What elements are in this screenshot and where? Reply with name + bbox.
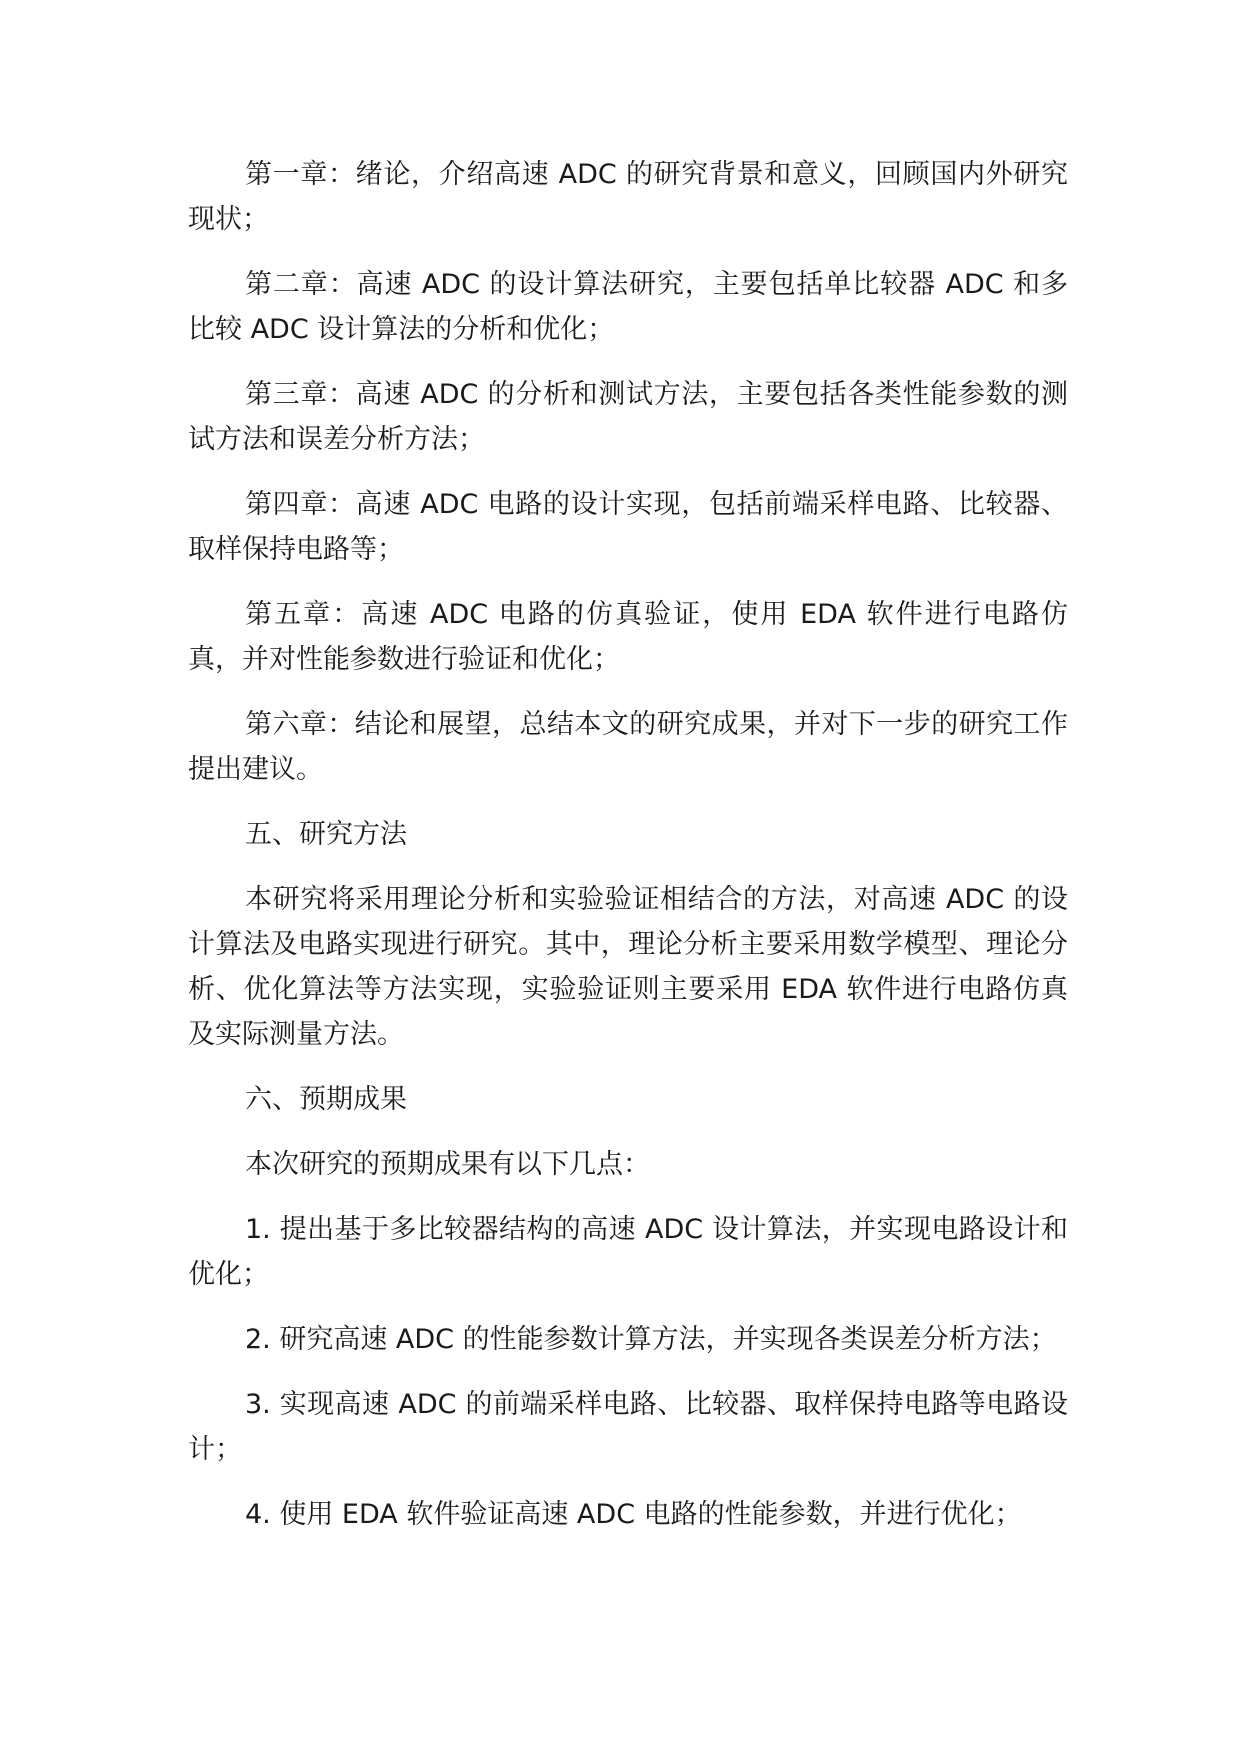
- document-body: [188, 152, 1068, 1557]
- research-methods-paragraph: 本研究将采用理论分析和实验验证相结合的方法，对高速 ADC 的设计算法及电路实现进行研究。其中，理论分析主要采用数学模型、理论分析、优化算法等方法实现，实验验证则主要采用 EDA 软件进行电路仿真及实际测量方法。: [188, 884, 1068, 1050]
- expected-result-item: 2. 研究高速 ADC 的性能参数计算方法，并实现各类误差分析方法；: [245, 1324, 1057, 1355]
- expected-result-item: 1. 提出基于多比较器结构的高速 ADC 设计算法，并实现电路设计和优化；: [188, 1214, 1068, 1290]
- chapter-4-paragraph: 第四章：高速 ADC 电路的设计实现，包括前端采样电路、比较器、取样保持电路等；: [188, 489, 1068, 565]
- expected-results-intro: 本次研究的预期成果有以下几点：: [245, 1149, 650, 1180]
- chapter-5-paragraph: 第五章：高速 ADC 电路的仿真验证，使用 EDA 软件进行电路仿真，并对性能参数进行验证和优化；: [188, 599, 1068, 675]
- chapter-3-paragraph: 第三章：高速 ADC 的分析和测试方法，主要包括各类性能参数的测试方法和误差分析方法；: [188, 379, 1068, 455]
- section-heading-expected-results: 六、预期成果: [245, 1084, 407, 1115]
- chapter-6-paragraph: 第六章：结论和展望，总结本文的研究成果，并对下一步的研究工作提出建议。: [188, 709, 1068, 785]
- chapter-1-paragraph: 第一章：绪论，介绍高速 ADC 的研究背景和意义，回顾国内外研究现状；: [188, 159, 1068, 235]
- chapter-2-paragraph: 第二章：高速 ADC 的设计算法研究，主要包括单比较器 ADC 和多比较 ADC 设计算法的分析和优化；: [188, 269, 1068, 345]
- section-heading-research-methods: 五、研究方法: [245, 819, 407, 850]
- expected-result-item: 3. 实现高速 ADC 的前端采样电路、比较器、取样保持电路等电路设计；: [188, 1389, 1068, 1465]
- expected-result-item: 4. 使用 EDA 软件验证高速 ADC 电路的性能参数，并进行优化；: [245, 1499, 1022, 1530]
